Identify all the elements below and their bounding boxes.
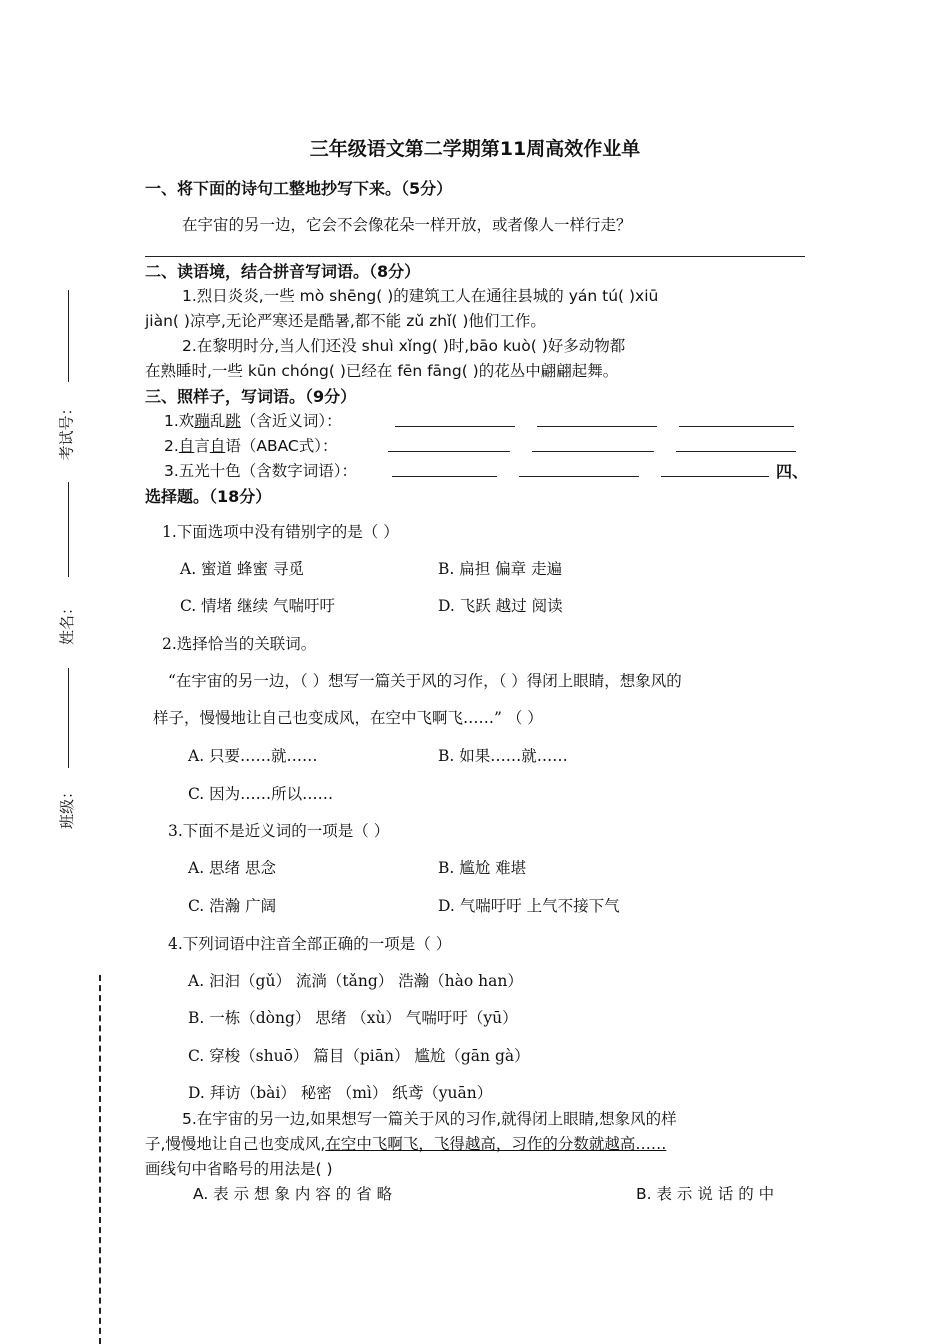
copy-writing-line[interactable] <box>145 256 805 257</box>
item-suffix: 语（ABAC式）： <box>225 437 338 455</box>
item-underlined-char: 蹦 <box>194 412 210 430</box>
q3-option-d[interactable]: D. 气喘吁吁 上气不接下气 <box>438 897 620 915</box>
q4-stem: 4.下列词语中注音全部正确的一项是（ ） <box>168 935 452 953</box>
item-prefix: 2. <box>164 437 179 455</box>
q5-line1: 5.在宇宙的另一边,如果想写一篇关于风的习作,就得闭上眼睛,想象风的样 <box>182 1110 677 1128</box>
section3-item-3 <box>164 459 357 481</box>
section3-heading: 三、照样子，写词语。（9分） <box>145 387 357 406</box>
item-mid: 乱 <box>209 412 226 430</box>
name-label: 姓名： <box>58 599 77 646</box>
q4-option-d[interactable]: D. 拜访（bài） 秘密 （mì） 纸鸢（yuān） <box>188 1084 493 1102</box>
q5-option-a[interactable]: A. 表 示 想 象 内 容 的 省 略 <box>193 1185 393 1203</box>
item-mid: 言 <box>194 437 210 455</box>
section4-heading: 选择题。（18分） <box>145 487 272 506</box>
q2-stem: 2.选择恰当的关联词。 <box>162 635 317 653</box>
q5-line3: 画线句中省略号的用法是( ) <box>145 1160 333 1178</box>
q5-line2-text: 子,慢慢地让自己也变成风, <box>145 1135 326 1153</box>
section3-item-1 <box>164 409 342 431</box>
section2-q1-line1: 1.烈日炎炎,一些 mò shēng( )的建筑工人在通往县城的 yán tú( )xiū <box>182 287 659 305</box>
q1-stem: 1.下面选项中没有错别字的是（ ） <box>162 523 399 541</box>
q2-option-c[interactable]: C. 因为……所以…… <box>188 785 334 803</box>
q2-text-line2: 样子，慢慢地让自己也变成风，在空中飞啊飞……” （ ） <box>153 709 543 727</box>
q4-option-c[interactable]: C. 穿梭（shuō） 篇目（piān） 尴尬（gān gà） <box>188 1047 530 1065</box>
section1-heading: 一、将下面的诗句工整地抄写下来。（5分） <box>145 179 453 198</box>
section3-item-2 <box>164 434 338 456</box>
q3-option-a[interactable]: A. 思绪 思念 <box>188 859 276 877</box>
item-underlined-char: 跳 <box>225 412 241 430</box>
section2-q1-line2: jiàn( )凉亭,无论严寒还是酷暑,都不能 zǔ zhǐ( )他们工作。 <box>145 312 546 330</box>
section2-heading: 二、读语境，结合拼音写词语。（8分） <box>145 262 421 281</box>
exam-number-field[interactable] <box>68 482 69 577</box>
q3-stem: 3.下面不是近义词的一项是（ ） <box>168 822 390 840</box>
section2-q2-line1: 2.在黎明时分,当人们还没 shuì xǐng( )时,bāo kuò( )好多动物都 <box>182 337 626 355</box>
name-field[interactable] <box>68 668 69 768</box>
q2-text-line1: “在宇宙的另一边，（ ）想写一篇关于风的习作，（ ）得闭上眼睛，想象风的 <box>168 672 682 690</box>
exam-number-label: 考试号： <box>57 400 76 461</box>
q4-option-a[interactable]: A. 汩汩（gǔ） 流淌（tǎng） 浩瀚（hào han） <box>188 972 523 990</box>
q1-option-c[interactable]: C. 情堵 继续 气喘吁吁 <box>180 597 336 615</box>
page-title: 三年级语文第二学期第11周高效作业单 <box>309 138 641 160</box>
item-underlined-char: 自 <box>178 437 195 455</box>
answer-blanks-2[interactable] <box>388 437 796 456</box>
section2-q2-line2: 在熟睡时,一些 kūn chóng( )已经在 fēn fāng( )的花丛中翩翩起舞。 <box>145 362 619 380</box>
class-label: 班级： <box>58 783 77 830</box>
item-prefix: 1.欢 <box>164 412 195 430</box>
q4-option-b[interactable]: B. 一栋（dòng） 思绪 （xù） 气喘吁吁（yū） <box>188 1009 518 1027</box>
section4-number: 四、 <box>776 462 809 481</box>
item-underlined-char: 自 <box>209 437 226 455</box>
q1-option-b[interactable]: B. 扁担 偏章 走遍 <box>438 560 563 578</box>
q3-option-c[interactable]: C. 浩瀚 广阔 <box>188 897 277 915</box>
item-prefix: 3.五光十色（含数字词语）： <box>164 462 358 480</box>
q1-option-d[interactable]: D. 飞跃 越过 阅读 <box>438 597 563 615</box>
answer-blanks-3[interactable] <box>392 462 769 481</box>
q2-option-b[interactable]: B. 如果……就…… <box>438 747 568 765</box>
q5-option-b[interactable]: B. 表 示 说 话 的 中 <box>636 1185 775 1203</box>
q3-option-b[interactable]: B. 尴尬 难堪 <box>438 859 527 877</box>
q1-option-a[interactable]: A. 蜜道 蜂蜜 寻觅 <box>180 560 304 578</box>
binding-line-1 <box>68 290 69 382</box>
item-suffix: （含近义词）： <box>240 412 342 430</box>
q5-underlined-sentence: 在空中飞啊飞，飞得越高，习作的分数就越高…… <box>325 1135 667 1153</box>
q2-option-a[interactable]: A. 只要……就…… <box>188 747 318 765</box>
cut-line <box>99 975 101 1344</box>
q5-line2 <box>145 1132 666 1154</box>
section1-sentence: 在宇宙的另一边，它会不会像花朵一样开放，或者像人一样行走？ <box>182 216 632 234</box>
answer-blanks-1[interactable] <box>395 412 794 431</box>
